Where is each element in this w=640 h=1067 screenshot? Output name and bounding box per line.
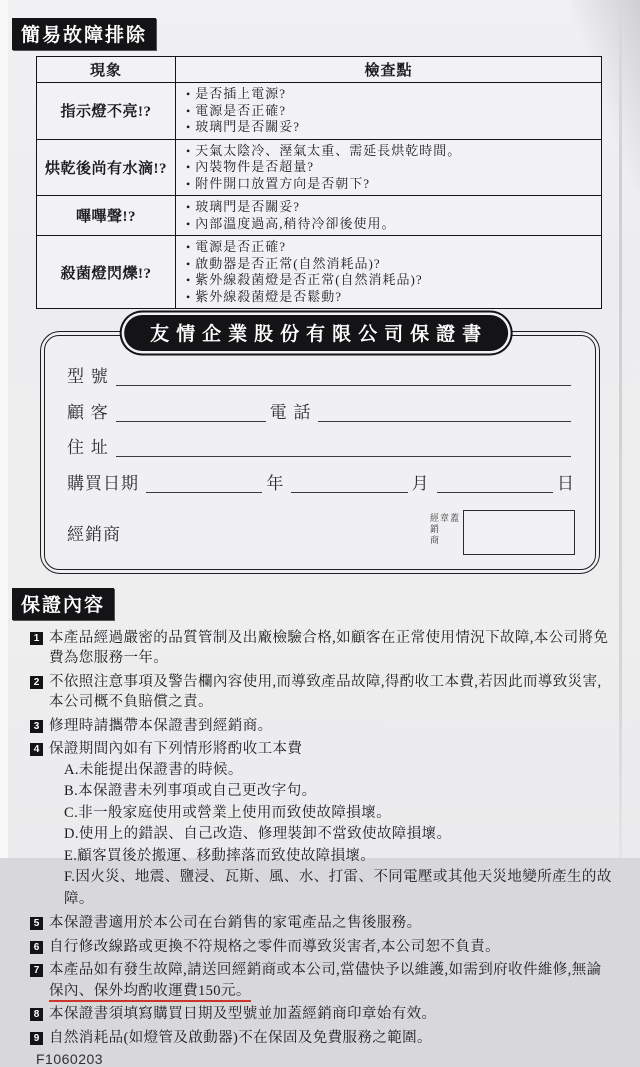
- term-text: 自然消耗品(如燈管及啟動器)不在保固及免費服務之範圍。: [49, 1029, 432, 1046]
- term-text: [49, 739, 614, 910]
- stamp-caption-left: 經銷商: [429, 513, 439, 546]
- checkpoint-item: • 附件開口放置方向是否朝下?: [186, 176, 595, 193]
- term-subitem: B.本保證書未列事項或自己更改字句。: [64, 783, 317, 799]
- term-number-badge: 3: [30, 720, 43, 733]
- month-blank-line: [291, 474, 407, 493]
- day-blank-line: [437, 474, 553, 493]
- year-blank-line: [146, 474, 262, 493]
- term-number-badge: 8: [30, 1008, 43, 1021]
- term-subitem: F.因火災、地震、鹽浸、瓦斯、風、水、打雷、不同電壓或其他天災地變所產生的故障。: [64, 869, 612, 907]
- warranty-card: [40, 324, 600, 574]
- phone-blank-line: [318, 403, 571, 422]
- checkpoint-item: • 電源是否正確?: [186, 103, 595, 120]
- column-header-symptom: 現象: [37, 57, 176, 83]
- field-row-dealer: [67, 510, 575, 555]
- day-label: 日: [556, 473, 575, 493]
- term-text: 本保證書適用於本公司在台銷售的家電產品之售後服務。: [49, 915, 422, 931]
- purchase-date-label: 購買日期: [67, 473, 139, 493]
- symptom-cell: 指示燈不亮!?: [37, 83, 176, 140]
- troubleshooting-table: [36, 56, 602, 309]
- field-row-model: [67, 362, 575, 387]
- field-row-address: [67, 433, 575, 458]
- term-text-part1: 本產品如有發生故障,請送回經銷商或本公司,當儘快予以維護,如需到府收件維修,無論: [49, 962, 602, 978]
- term-text: 自行修改線路或更換不符規格之零件而導致災害者,本公司恕不負責。: [49, 938, 501, 955]
- checkpoint-cell: [176, 236, 602, 309]
- term-item: [30, 960, 614, 1001]
- warranty-card-body: [44, 335, 596, 570]
- stamp-caption-right: 蓋章: [439, 513, 459, 540]
- term-number-badge: 7: [30, 964, 43, 977]
- term-item: [30, 739, 614, 910]
- checkpoint-item: • 紫外線殺菌燈是否鬆動?: [186, 289, 595, 306]
- symptom-cell: 烘乾後尚有水滴!?: [37, 139, 176, 196]
- checkpoint-item: • 天氣太陰冷、溼氣太重、需延長烘乾時間。: [186, 143, 595, 160]
- term-number-badge: 1: [30, 632, 43, 645]
- term-text: [49, 960, 614, 1001]
- term-subitem: E.顧客買後於搬運、移動摔落而致使故障損壞。: [64, 847, 376, 864]
- checkpoint-item: • 是否插上電源?: [186, 86, 595, 103]
- symptom-cell: 殺菌燈閃爍!?: [37, 236, 176, 309]
- term-subitem: A.未能提出保證書的時候。: [64, 761, 243, 778]
- term-text: 本保證書須填寫購買日期及型號並加蓋經銷商印章始有效。: [49, 1006, 437, 1022]
- term-number-badge: 2: [30, 676, 43, 689]
- term-text-main: 保證期間內如有下列情形將酌收工本費: [49, 741, 303, 757]
- checkpoint-item: • 玻璃門是否關妥?: [186, 119, 595, 136]
- term-item: [30, 672, 614, 713]
- terms-section-header: 保證內容: [12, 588, 114, 620]
- term-text: 修理時請攜帶本保證書到經銷商。: [49, 717, 273, 734]
- address-label: 住 址: [67, 438, 109, 457]
- month-label: 月: [411, 473, 430, 493]
- warranty-card-title: 友情企業股份有限公司保證書: [124, 315, 508, 351]
- model-blank-line: [116, 367, 571, 386]
- checkpoint-item: • 玻璃門是否關妥?: [186, 199, 595, 216]
- customer-label: 顧 客: [67, 402, 109, 422]
- checkpoint-cell: [176, 196, 602, 236]
- field-row-purchase-date: [67, 469, 575, 494]
- term-subitems: [64, 760, 614, 911]
- term-item: [30, 937, 614, 958]
- year-label: 年: [266, 473, 285, 493]
- term-item: [30, 628, 614, 669]
- customer-blank-line: [116, 403, 266, 422]
- checkpoint-cell: [176, 139, 602, 196]
- term-subitem: C.非一般家庭使用或營業上使用而致使故障損壞。: [64, 804, 391, 821]
- term-item: [30, 1028, 614, 1049]
- term-number-badge: 6: [30, 941, 43, 954]
- troubleshooting-section-header: 簡易故障排除: [12, 18, 156, 50]
- term-text: 不依照注意事項及警告欄內容使用,而導致產品故障,得酌收工本費,若因此而導致災害,本公司概不負賠償之責。: [49, 673, 602, 710]
- table-header-row: [37, 57, 602, 83]
- dealer-stamp-area: [429, 510, 575, 555]
- phone-label: 電 話: [269, 402, 312, 422]
- term-number-badge: 4: [30, 743, 43, 756]
- table-row: [37, 83, 602, 140]
- term-subitem: D.使用上的錯誤、自己改造、修理裝卸不當致使故障損壞。: [64, 826, 452, 842]
- table-row: [37, 236, 602, 309]
- field-row-customer-phone: [67, 398, 575, 423]
- term-number-badge: 9: [30, 1032, 43, 1045]
- table-row: [37, 196, 602, 236]
- term-item: [30, 1004, 614, 1025]
- checkpoint-item: • 內裝物件是否超量?: [186, 159, 595, 176]
- dealer-stamp-caption: [429, 513, 459, 551]
- term-number-badge: 5: [30, 917, 43, 930]
- checkpoint-item: • 電源是否正確?: [186, 239, 595, 256]
- checkpoint-item: • 內部溫度過高,稍待冷卻後使用。: [186, 216, 595, 233]
- term-item: [30, 913, 614, 934]
- warranty-terms-list: [30, 628, 614, 1049]
- checkpoint-cell: [176, 83, 602, 140]
- checkpoint-item: • 紫外線殺菌燈是否正常(自然消耗品)?: [186, 272, 595, 289]
- dealer-label: 經銷商: [67, 524, 121, 544]
- document-form-code: F1060203: [36, 1051, 104, 1067]
- term-item: [30, 716, 614, 737]
- symptom-cell: 嗶嗶聲!?: [37, 196, 176, 236]
- term-text-underlined: 保內、保外均酌收運費150元。: [49, 983, 251, 1003]
- address-blank-line: [116, 438, 571, 457]
- term-text: 本產品經過嚴密的品質管制及出廠檢驗合格,如顧客在正常使用情況下故障,本公司將免費為您服務一年。: [49, 629, 609, 666]
- table-row: [37, 139, 602, 196]
- dealer-stamp-box: [463, 510, 575, 555]
- column-header-checkpoint: 檢查點: [176, 57, 602, 83]
- model-label: 型 號: [67, 367, 109, 386]
- checkpoint-item: • 啟動器是否正常(自然消耗品)?: [186, 256, 595, 273]
